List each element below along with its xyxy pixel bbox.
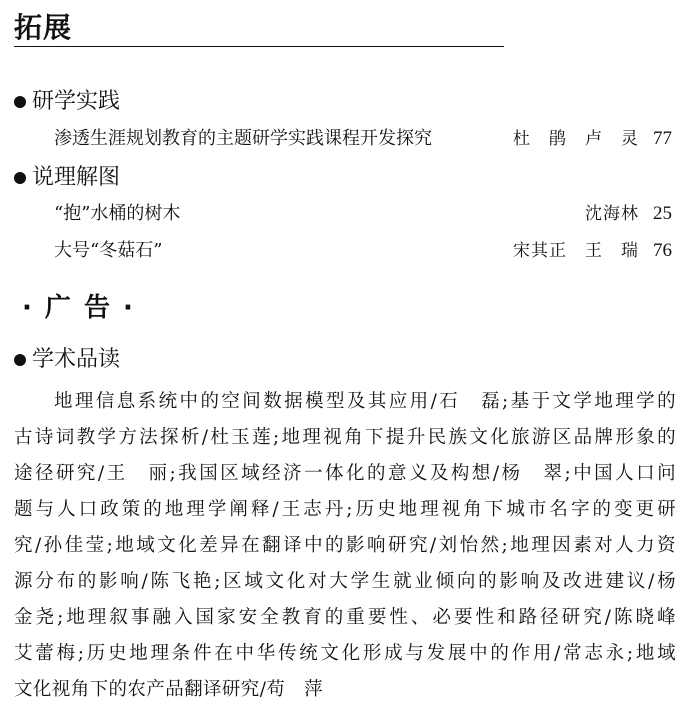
heading-explain-figure: [14, 163, 120, 193]
entry-meta: [513, 124, 672, 154]
toc-entry[interactable]: [54, 236, 672, 266]
toc-entry[interactable]: [54, 199, 672, 229]
title-divider: [14, 46, 504, 47]
heading-academic-reading: [14, 345, 120, 375]
ad-heading: · 广 告 ·: [22, 293, 135, 323]
heading-label: 研学实践: [32, 89, 121, 114]
entry-authors: 杜 鹃 卢 灵: [513, 129, 639, 149]
entry-meta: [585, 199, 672, 229]
paragraph-line: 地理信息系统中的空间数据模型及其应用/石 磊;基于文学地理学的: [54, 391, 676, 412]
paragraph-line: 金尧;地理叙事融入国家安全教育的重要性、必要性和路径研究/陈晓峰: [14, 607, 676, 628]
entry-title: 大号“冬菇石”: [54, 240, 163, 261]
paragraph-line: 途径研究/王 丽;我国区域经济一体化的意义及构想/杨 翠;中国人口问: [14, 463, 676, 484]
toc-entry[interactable]: [54, 124, 672, 154]
entry-title: 渗透生涯规划教育的主题研学实践课程开发探究: [54, 128, 432, 149]
entry-meta: [513, 236, 672, 266]
section-title: 拓展: [14, 11, 73, 44]
heading-label: 说理解图: [32, 165, 121, 190]
entry-page-number: 77: [653, 128, 672, 149]
bullet-icon: [14, 96, 26, 108]
paragraph-line: 艾蕾梅;历史地理条件在中华传统文化形成与发展中的作用/常志永;地域: [14, 643, 676, 664]
entry-authors: 沈海林: [585, 204, 639, 224]
bullet-icon: [14, 172, 26, 184]
entry-title: “抱”水桶的树木: [54, 203, 181, 224]
heading-label: 学术品读: [32, 347, 121, 372]
paragraph-line: 究/孙佳莹;地域文化差异在翻译中的影响研究/刘怡然;地理因素对人力资: [14, 535, 676, 556]
bullet-icon: [14, 354, 26, 366]
heading-research-practice: [14, 87, 120, 117]
entry-authors: 宋其正 王 瑞: [513, 241, 639, 261]
entry-page-number: 76: [653, 240, 672, 261]
paragraph-line: 古诗词教学方法探析/杜玉莲;地理视角下提升民族文化旅游区品牌形象的: [14, 427, 676, 448]
paragraph-line: 题与人口政策的地理学阐释/王志丹;历史地理视角下城市名字的变更研: [14, 499, 676, 520]
paragraph-line: 文化视角下的农产品翻译研究/苟 萍: [14, 679, 324, 700]
entry-page-number: 25: [653, 203, 672, 224]
reading-paragraph: [14, 384, 676, 708]
paragraph-line: 源分布的影响/陈飞艳;区域文化对大学生就业倾向的影响及改进建议/杨: [14, 571, 676, 592]
